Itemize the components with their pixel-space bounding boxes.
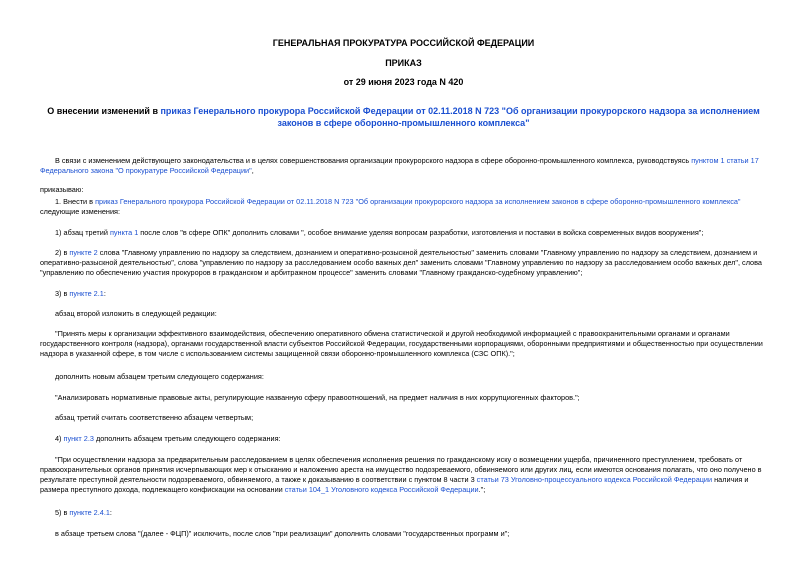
text: 1) абзац третий — [55, 228, 110, 237]
text: : — [109, 508, 112, 517]
link-point-2-1[interactable]: пункте 2.1 — [69, 289, 104, 298]
text: правоохранительных органов принятия исчерпывающих мер к отысканию и наложению ареста на имущество подозреваемого, обвиняемого или других лиц, если имеются основания полагать, что оно получено в — [40, 465, 762, 474]
link-point-2-4-1[interactable]: пункте 2.4.1 — [69, 508, 110, 517]
doc-title-link-cont[interactable]: законов в сфере оборонно-промышленного комплекса" — [277, 118, 530, 128]
paragraph-1 — [40, 197, 767, 217]
text: : — [103, 289, 106, 298]
paragraph-intro — [40, 156, 767, 176]
text: результате преступной деятельности подозреваемого, обвиняемого, а также к доказыванию в соответствии с пунктом 8 части 3 — [40, 475, 477, 484]
text: оперативно-разыскной деятельностью", слова "управлению по надзору за расследованием особо важных дел" заменить словами "Главному управлению по надзору за расследованием особо важных дел", слова — [40, 258, 762, 267]
paragraph-1-2 — [40, 248, 767, 278]
link-article-104-1[interactable]: статьи 104_1 Уголовного кодекса Российской Федерации — [284, 485, 479, 494]
doc-title-link[interactable]: приказ Генерального прокурора Российской Федерации от 02.11.2018 N 723 "Об организации прокурорского надзора за исполнением — [160, 106, 760, 116]
text: ."; — [478, 485, 486, 494]
text: 4) — [55, 434, 64, 443]
paragraph-abzac-2: абзац второй изложить в следующей редакции: — [55, 309, 217, 318]
text: 5) в — [55, 508, 70, 517]
link-article-17[interactable]: пунктом 1 статьи 17 — [691, 156, 759, 165]
text: 2) в — [55, 248, 70, 257]
paragraph-1-4 — [40, 434, 767, 444]
link-federal-law[interactable]: Федерального закона "О прокуратуре Российской Федерации" — [40, 166, 252, 175]
text: "управлению по обеспечению участия прокуроров в гражданском и арбитражном процессе" заменить словами "Главному гражданско-судебному управлению"; — [40, 268, 583, 277]
text: В связи с изменением действующего законодательства и в целях совершенствования организации прокурорского надзора в сфере оборонно-промышленного комплекса, руководствуясь — [55, 156, 692, 165]
doc-title-prefix: О внесении изменений в — [47, 106, 161, 116]
paragraph-order: приказываю: — [40, 185, 84, 194]
text: размера преступного дохода, подлежащего конфискации на основании — [40, 485, 285, 494]
text: следующие изменения: — [40, 207, 121, 216]
text: после слов "в сфере ОПК" дополнить словами ", особое внимание уделяя вопросам разработки, изготовления и поставки в войска современных видов вооружения"; — [138, 228, 704, 237]
doc-title — [30, 105, 777, 129]
paragraph-quote-1 — [40, 329, 767, 359]
text: слова "Главному управлению по надзору за следствием, дознанием и оперативно-розыскной деятельностью" заменить словами "Главному управлению по надзору за следствием, дознанием и — [97, 248, 758, 257]
paragraph-quote-3 — [40, 455, 767, 495]
text: 1. Внести в — [55, 197, 96, 206]
paragraph-abzac-3-fcp: в абзаце третьем слова "(далее - ФЦП)" исключить, после слов "при реализации" дополнить словами "государственных программ и"; — [55, 529, 510, 538]
org-name: ГЕНЕРАЛЬНАЯ ПРОКУРАТУРА РОССИЙСКОЙ ФЕДЕРАЦИИ — [272, 38, 535, 48]
text: 3) в — [55, 289, 70, 298]
paragraph-abzac-3: абзац третий считать соответственно абзацем четвертым; — [55, 413, 254, 422]
text: дополнить абзацем третьим следующего содержания: — [93, 434, 281, 443]
paragraph-add-abzac: дополнить новым абзацем третьим следующего содержания: — [55, 372, 264, 381]
link-article-73[interactable]: статьи 73 Уголовно-процессуального кодекса Российской Федерации — [476, 475, 713, 484]
paragraph-1-3 — [40, 289, 767, 299]
doc-type: ПРИКАЗ — [385, 58, 422, 68]
text: "При осуществлении надзора за предварительным расследованием в целях обеспечения исполнения решения по гражданскому иску о возмещении ущерба, причиненного преступлением, требовать от — [55, 455, 743, 464]
paragraph-1-1 — [40, 228, 767, 238]
text: , — [251, 166, 254, 175]
doc-date: от 29 июня 2023 года N 420 — [343, 77, 464, 87]
text: государственного контроля (надзора), органами государственной власти субъектов Российской Федерации, государственными корпорациями, оборонными предприятиями и общественностью при осуществлении — [40, 339, 763, 348]
text: надзора в указанной сфере, в том числе с использованием системы защищенной связи оборонно-промышленного комплекса (СЗС ОПК)."; — [40, 349, 515, 358]
text: наличия и — [712, 475, 749, 484]
link-order-723[interactable]: приказ Генерального прокурора Российской Федерации от 02.11.2018 N 723 "Об организации прокурорского надзора за исполнением законов в сфере оборонно-промышленного комплекса" — [95, 197, 741, 206]
paragraph-1-5 — [40, 508, 767, 518]
link-point-1[interactable]: пункта 1 — [109, 228, 139, 237]
paragraph-quote-2: "Анализировать нормативные правовые акты, регулирующие названную сферу правоотношений, на предмет наличия в них коррупциогенных факторов."; — [55, 393, 580, 402]
link-point-2-3[interactable]: пункт 2.3 — [63, 434, 94, 443]
text: "Принять меры к организации эффективного взаимодействия, обеспечению оперативного обмена статистической и другой необходимой информацией с правоохранительными органами и органами — [55, 329, 730, 338]
link-point-2[interactable]: пункте 2 — [69, 248, 98, 257]
